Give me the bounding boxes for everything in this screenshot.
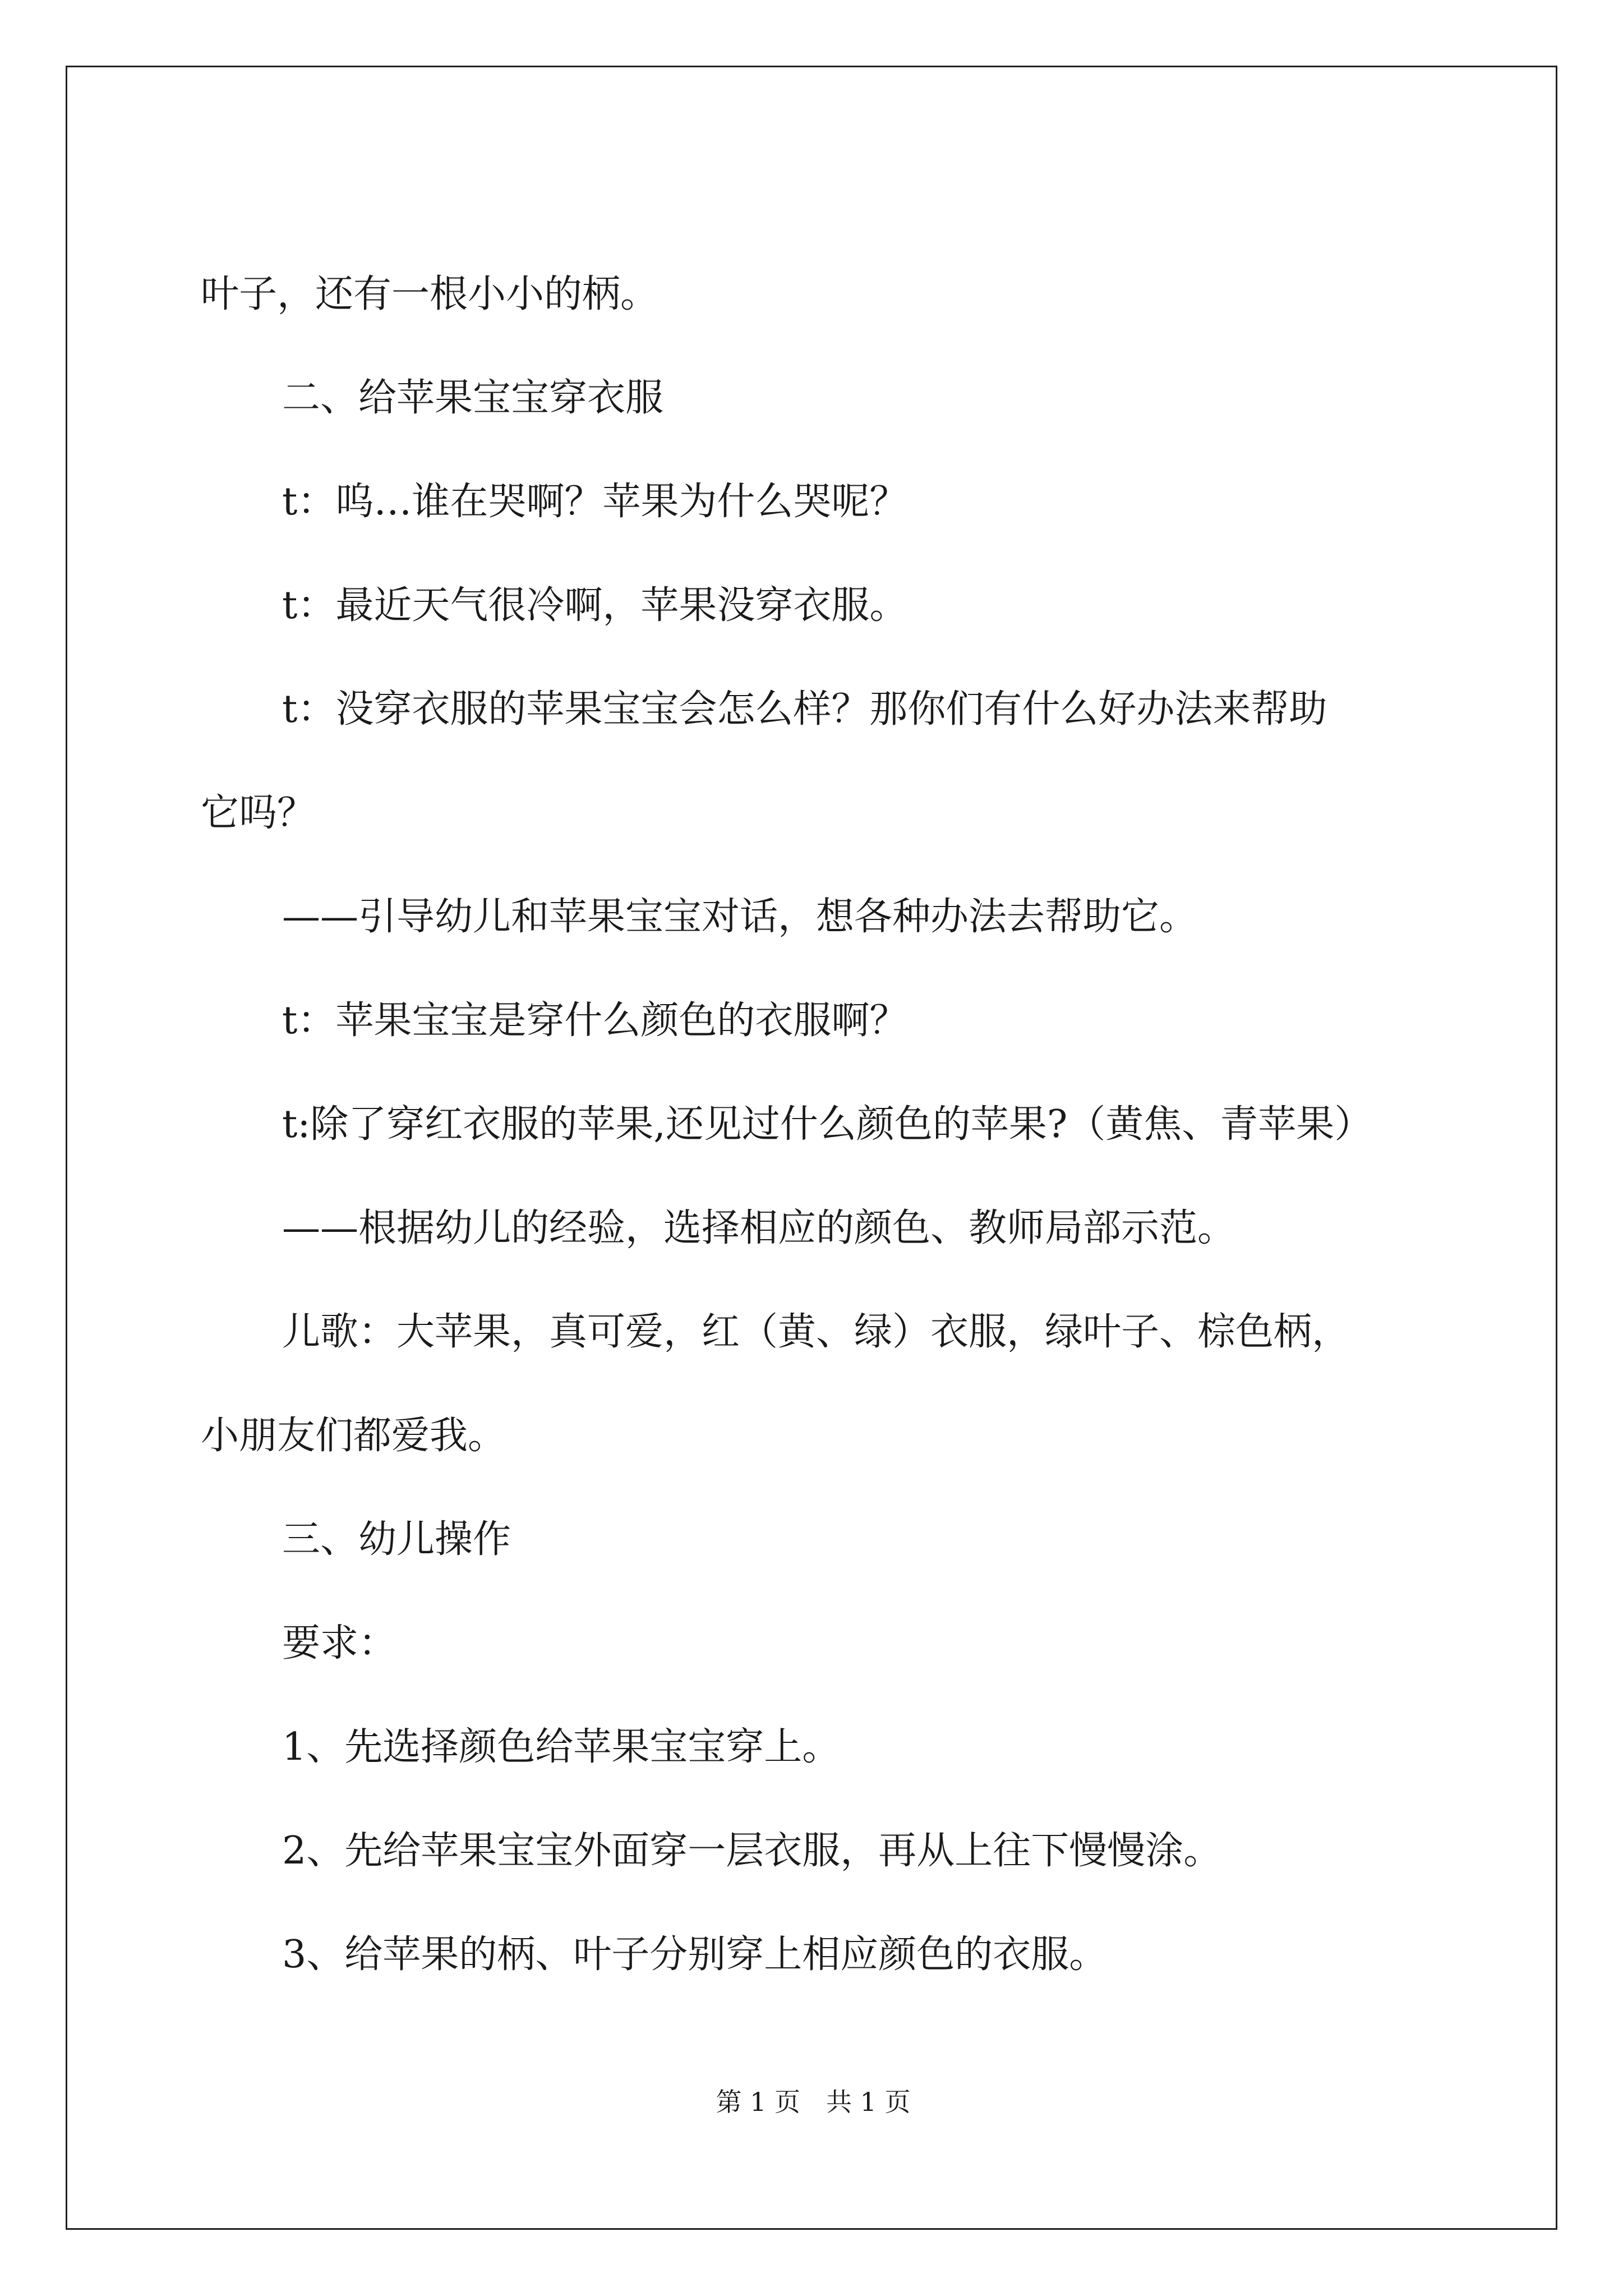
text-line: t:除了穿红衣服的苹果,还见过什么颜色的苹果?（黄焦、青苹果） — [282, 1102, 1373, 1147]
text-line: 小朋友们都爱我。 — [201, 1414, 506, 1458]
text-line: 它吗？ — [201, 791, 316, 835]
list-item: 2、先给苹果宝宝外面穿一层衣服，再从上往下慢慢涂。 — [282, 1829, 1222, 1873]
text-line: t：没穿衣服的苹果宝宝会怎么样？那你们有什么好办法来帮助 — [282, 687, 1327, 731]
text-line: t：最近天气很冷啊，苹果没穿衣服。 — [282, 583, 908, 628]
text-line: t：呜…谁在哭啊？苹果为什么哭呢？ — [282, 480, 908, 524]
text-line: 儿歌：大苹果，真可爱，红（黄、绿）衣服，绿叶子、棕色柄， — [282, 1310, 1350, 1354]
list-item: 3、给苹果的柄、叶子分别穿上相应颜色的衣服。 — [282, 1932, 1108, 1977]
text-line: ——引导幼儿和苹果宝宝对话，想各种办法去帮助它。 — [282, 895, 1198, 939]
text-line: 要求： — [282, 1621, 397, 1665]
list-item: 1、先选择颜色给苹果宝宝穿上。 — [282, 1725, 841, 1769]
page-footer: 第 1 页 共 1 页 — [716, 2087, 911, 2117]
page-frame — [66, 66, 1557, 2230]
section-heading: 三、幼儿操作 — [282, 1517, 511, 1562]
text-line: 叶子，还有一根小小的柄。 — [201, 272, 659, 316]
text-line: t：苹果宝宝是穿什么颜色的衣服啊？ — [282, 999, 908, 1043]
text-line: ——根据幼儿的经验，选择相应的颜色、教师局部示范。 — [282, 1206, 1236, 1250]
section-heading: 二、给苹果宝宝穿衣服 — [282, 376, 664, 420]
